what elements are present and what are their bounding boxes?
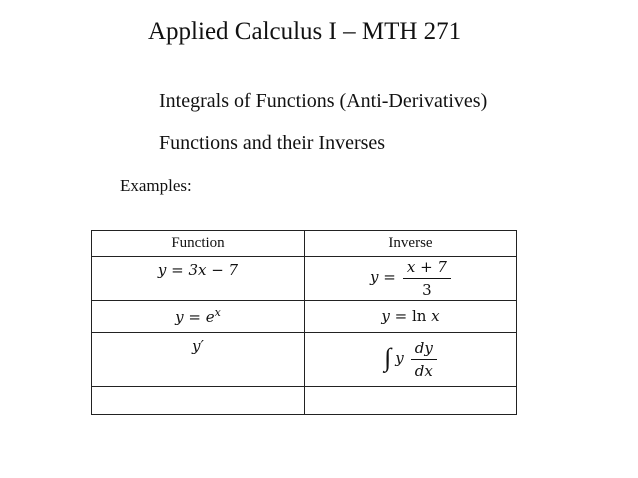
table-row bbox=[92, 257, 517, 301]
function-exponent: x bbox=[214, 306, 221, 319]
bullet-inverses: Functions and their Inverses bbox=[159, 132, 386, 154]
function-expression: y = 3x − 7 bbox=[157, 260, 239, 279]
bullet-integrals: Integrals of Functions (Anti-Derivatives) bbox=[159, 90, 488, 112]
fraction-numerator: dy bbox=[411, 339, 437, 360]
cell-inverse bbox=[305, 333, 517, 387]
fraction-denominator: 3 bbox=[422, 281, 432, 299]
integral-sign: ∫ bbox=[384, 342, 392, 372]
cell-inverse bbox=[305, 387, 517, 415]
table-header-row bbox=[92, 231, 517, 257]
cell-function bbox=[92, 301, 305, 333]
fraction-denominator: dx bbox=[414, 362, 433, 380]
function-expression: y = e bbox=[175, 308, 215, 326]
cell-function bbox=[92, 387, 305, 415]
examples-table bbox=[91, 230, 517, 415]
cell-function bbox=[92, 333, 305, 387]
cell-function bbox=[92, 257, 305, 301]
header-inverse: Inverse bbox=[305, 231, 517, 257]
cell-inverse bbox=[305, 301, 517, 333]
table-row bbox=[92, 301, 517, 333]
cell-inverse bbox=[305, 257, 517, 301]
fraction-numerator: x + 7 bbox=[403, 258, 451, 279]
examples-label: Examples: bbox=[120, 176, 192, 195]
inverse-lhs: y = bbox=[370, 268, 396, 287]
inverse-variable: x bbox=[426, 307, 440, 325]
table-row bbox=[92, 333, 517, 387]
derivative-fraction bbox=[411, 339, 437, 380]
inverse-fraction bbox=[403, 258, 451, 299]
integrand-y: y bbox=[395, 349, 404, 368]
ln-operator: ln bbox=[411, 307, 427, 325]
slide-title: Applied Calculus I – MTH 271 bbox=[148, 18, 462, 45]
inverse-lhs: y = bbox=[381, 307, 412, 325]
function-expression: y′ bbox=[192, 336, 204, 355]
table-row bbox=[92, 387, 517, 415]
header-function: Function bbox=[92, 231, 305, 257]
